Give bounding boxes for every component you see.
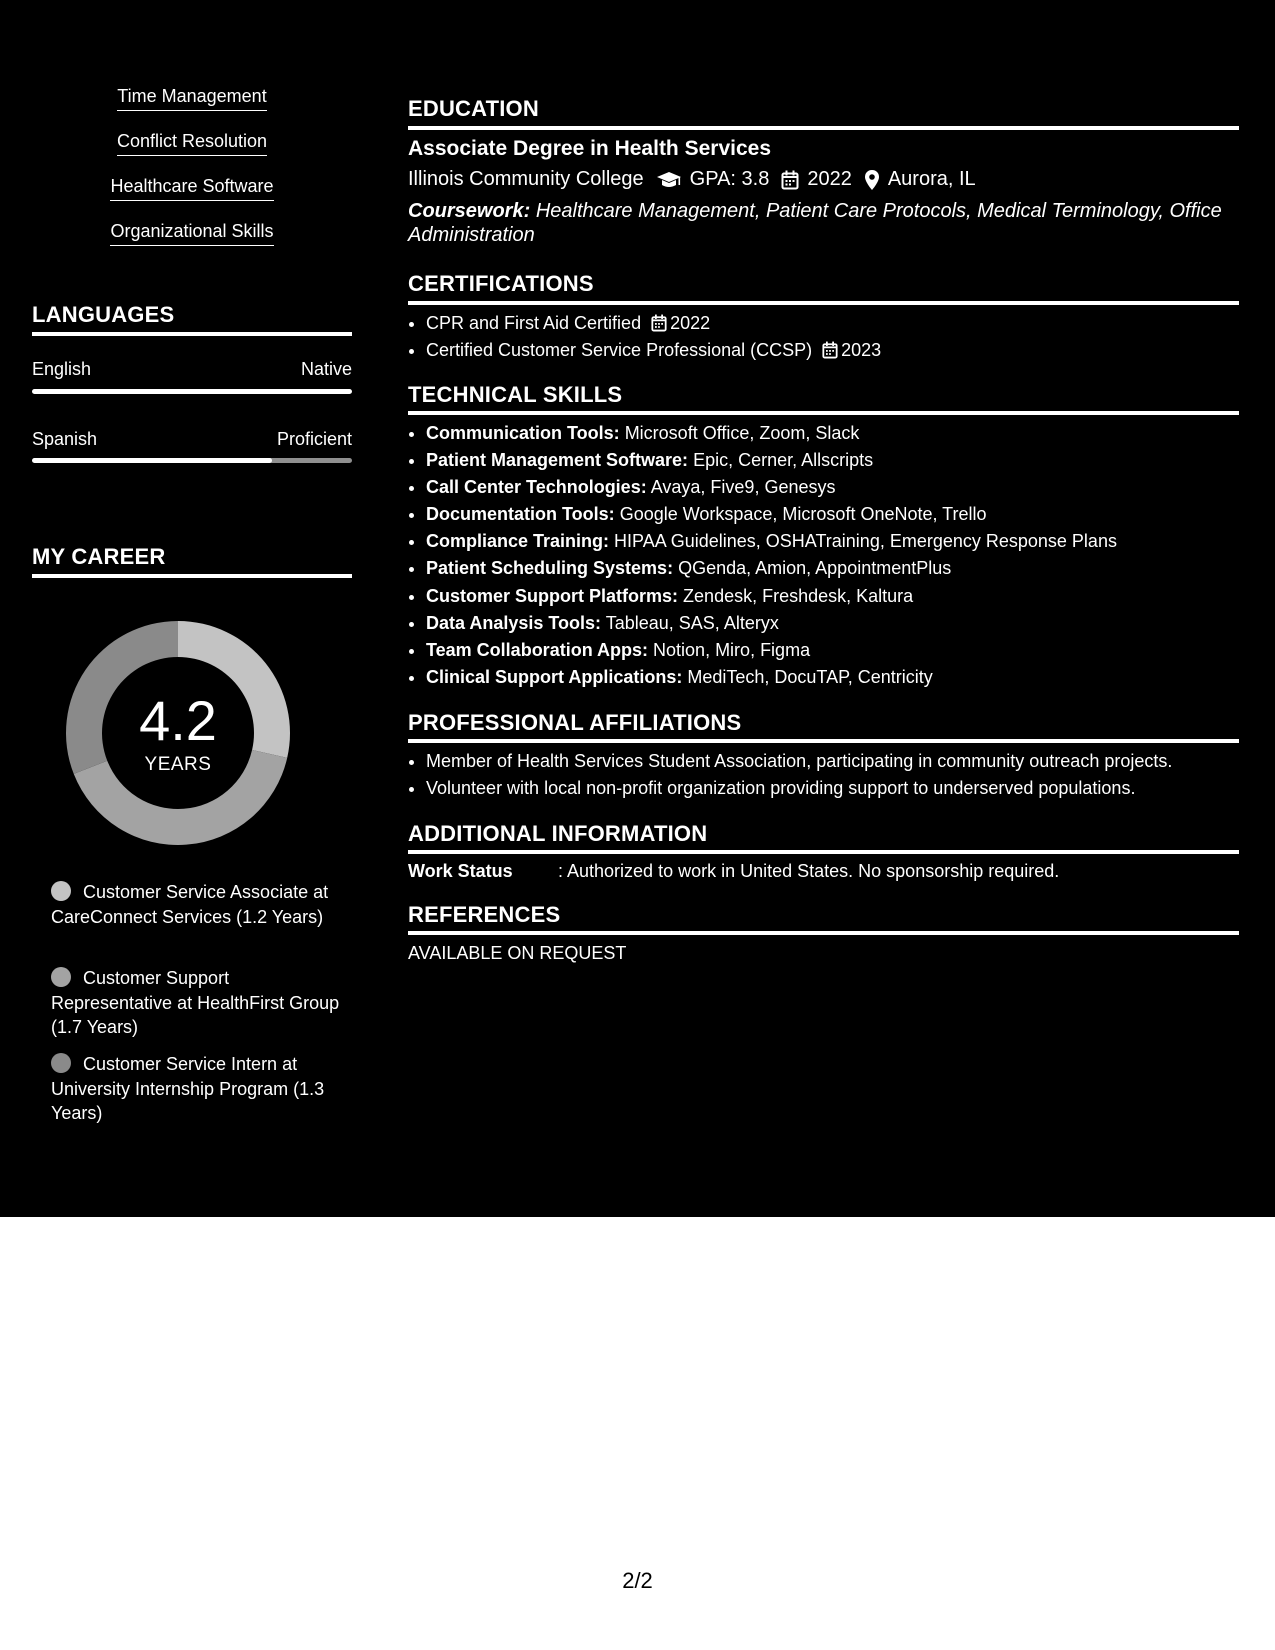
legend-dot [51,967,71,987]
career-item: Customer Service Associate at CareConnect Services (1.2 Years) [51,882,329,927]
languages-title: LANGUAGES [32,302,175,327]
section-divider [32,332,352,336]
map-pin-icon [864,169,880,191]
certifications-list [408,310,1239,364]
certifications-title: CERTIFICATIONS [408,271,594,296]
references-title: REFERENCES [408,902,561,927]
technical-skill-item: • Team Collaboration Apps: Notion, Miro, Figma [426,637,1239,664]
work-status [408,861,1059,882]
list-item: • Certified Customer Service Professional (CCSP) 2023 [426,337,1239,364]
section-divider [408,850,1239,854]
education-location: Aurora, IL [887,168,976,190]
graduation-cap-icon [656,170,682,190]
language-row [32,359,352,380]
degree-title: Associate Degree in Health Services [408,137,772,160]
skill-tag: Time Management [32,86,352,111]
calendar-icon [651,314,667,332]
career-total: 4.2 [139,689,217,752]
technical-skill-item: • Clinical Support Applications: MediTech, DocuTAP, Centricity [426,664,1239,691]
work-status-value: : Authorized to work in United States. No sponsorship required. [558,861,1060,881]
section-divider [408,411,1239,415]
language-level-fill [32,458,272,463]
section-divider [408,301,1239,305]
coursework: Coursework: Healthcare Management, Patient Care Protocols, Medical Terminology, Office Administration [408,200,1222,246]
additional-info-title: ADDITIONAL INFORMATION [408,821,708,846]
language-level-bar [32,458,352,463]
legend-dot [51,881,71,901]
education-meta [408,168,976,191]
skill-tag: Healthcare Software [32,176,352,201]
work-status-label: Work Status [408,861,513,881]
skill-tag: Conflict Resolution [32,131,352,156]
section-divider [408,739,1239,743]
language-level: Proficient [276,429,352,449]
page-number: 2/2 [622,1568,653,1593]
language-name: Spanish [32,429,98,449]
technical-skill-item: • Data Analysis Tools: Tableau, SAS, Alteryx [426,610,1239,637]
affiliations-list [408,748,1239,802]
technical-skill-item: • Documentation Tools: Google Workspace, Microsoft OneNote, Trello [426,501,1239,528]
section-divider [408,931,1239,935]
section-divider [408,126,1239,130]
list-item: • Member of Health Services Student Association, participating in community outreach projects. [426,748,1239,775]
technical-skill-item: • Customer Support Platforms: Zendesk, Freshdesk, Kaltura [426,583,1239,610]
calendar-icon [822,341,838,359]
skill-tag: Organizational Skills [32,221,352,246]
language-level: Native [300,359,352,379]
technical-skills-title: TECHNICAL SKILLS [408,382,623,407]
career-title: MY CAREER [32,544,166,569]
language-level-bar [32,389,352,394]
language-name: English [32,359,92,379]
education-title: EDUCATION [408,96,539,121]
graduation-year: 2022 [807,168,852,190]
technical-skill-item: • Patient Scheduling Systems: QGenda, Amion, AppointmentPlus [426,555,1239,582]
references-text: AVAILABLE ON REQUEST [408,943,627,963]
technical-skill-item: • Compliance Training: HIPAA Guidelines, OSHATraining, Emergency Response Plans [426,528,1239,555]
language-level-fill [32,389,352,394]
school-name: Illinois Community College [408,168,644,190]
technical-skills-list [408,420,1239,691]
career-donut-chart [66,621,290,845]
technical-skill-item: • Communication Tools: Microsoft Office, Zoom, Slack [426,420,1239,447]
gpa: GPA: 3.8 [689,168,770,190]
section-divider [32,574,352,578]
career-unit: YEARS [144,754,212,775]
technical-skill-item: • Patient Management Software: Epic, Cerner, Allscripts [426,447,1239,474]
language-row [32,429,352,450]
career-item: Customer Support Representative at HealthFirst Group (1.7 Years) [51,968,340,1037]
affiliations-title: PROFESSIONAL AFFILIATIONS [408,710,742,735]
technical-skill-item: • Call Center Technologies: Avaya, Five9, Genesys [426,474,1239,501]
career-item: Customer Service Intern at University Internship Program (1.3 Years) [51,1054,325,1123]
list-item: • Volunteer with local non-profit organization providing support to underserved populations. [426,775,1239,802]
legend-dot [51,1053,71,1073]
calendar-icon [781,170,799,190]
list-item: • CPR and First Aid Certified 2022 [426,310,1239,337]
